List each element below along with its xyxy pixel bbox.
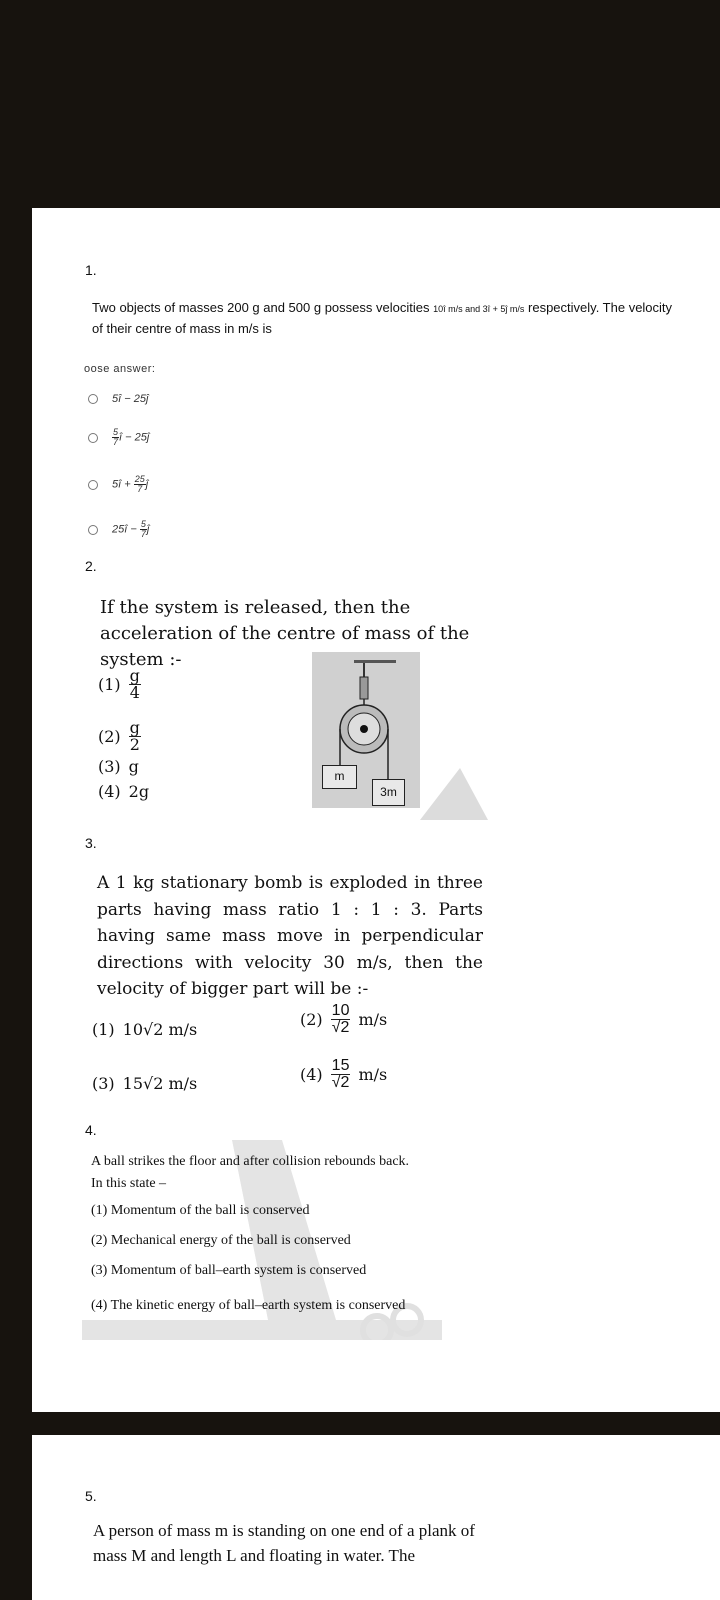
question-text: A 1 kg stationary bomb is exploded in three parts having mass ratio 1 : 1 : 3. Parts having same mass move in perpendicular directions with velocity 30 m/s, then the velocity of bigger part will be :- [97,873,483,999]
option-2 [98,720,141,753]
option-1: (1) Momentum of the ball is conserved [91,1203,310,1218]
option-3 [92,1074,197,1093]
question-text-a: Two objects of masses 200 g and 500 g possess velocities [92,300,430,315]
velocities: 10î m/s and 3î + 5ĵ m/s [433,304,525,314]
option-2[interactable] [88,428,149,447]
question-text: A person of mass m is standing on one end of a plank of mass M and length L and floating in water. The [93,1521,475,1565]
option-label: 25î − [112,523,140,536]
option-label: ĵ [145,478,149,491]
mass-block-m: m [322,765,357,789]
option-3 [98,757,139,776]
radio-button[interactable] [88,480,98,490]
numerator: g [129,718,140,737]
denominator: 7 [140,529,146,539]
denominator: 2 [129,735,140,754]
option-label: î − 25ĵ [119,431,150,444]
watermark-shape [420,768,490,820]
option-4[interactable] [88,520,149,539]
option-2 [300,1003,387,1036]
radio-button[interactable] [88,433,98,443]
option-4: (4) The kinetic energy of ball–earth system is conserved [91,1298,406,1313]
numerator: 5 [113,427,119,437]
unit: m/s [358,1065,388,1084]
option-number: (4) [300,1065,323,1084]
option-number: (2) [300,1010,323,1029]
numerator: g [129,666,140,685]
choose-answer-label: oose answer: [84,363,156,375]
denominator: √2 [331,1019,350,1036]
radio-button[interactable] [88,525,98,535]
option-label: 5î + [112,478,134,491]
question-number: 1. [85,262,97,278]
radio-button[interactable] [88,394,98,404]
option-value: 2g [128,782,150,801]
option-value: g [128,757,139,776]
option-4 [300,1058,387,1091]
unit: m/s [358,1010,388,1029]
option-value: 15√2 m/s [122,1074,198,1093]
option-3[interactable] [88,475,148,494]
option-number: (2) [98,727,121,746]
option-number: (1) [98,675,121,694]
option-number: (3) [98,757,121,776]
denominator: 7 [137,484,143,494]
question-text [92,298,682,339]
question-text-b: respectively. The velocity of their centre of mass in m/s is [92,300,673,336]
option-4 [98,782,149,801]
option-1[interactable] [88,393,148,405]
numerator: 15 [331,1057,350,1074]
option-1 [98,668,141,701]
question-number: 4. [85,1122,97,1138]
numerator: 5 [140,519,146,529]
option-number: (4) [98,782,121,801]
option-2: (2) Mechanical energy of the ball is conserved [91,1233,351,1248]
option-number: (3) [92,1074,115,1093]
pulley-figure [312,652,420,808]
question-text: If the system is released, then the acceleration of the centre of mass of the system :- [100,597,470,670]
option-1 [92,1020,197,1039]
numerator: 10 [331,1002,350,1019]
option-label: 5î − 25ĵ [112,393,149,405]
question-text: A ball strikes the floor and after collision rebounds back. In this state – [91,1154,410,1191]
option-label: ĵ [146,523,150,536]
question-number: 5. [85,1488,97,1504]
mass-block-3m: 3m [372,779,405,806]
question-number: 3. [85,835,97,851]
question-number: 2. [85,558,97,574]
option-number: (1) [92,1020,115,1039]
denominator: 7 [113,437,119,447]
option-3: (3) Momentum of ball–earth system is conserved [91,1263,367,1278]
denominator: 4 [129,683,140,702]
option-value: 10√2 m/s [122,1020,198,1039]
numerator: 25 [134,474,145,484]
denominator: √2 [331,1074,350,1091]
